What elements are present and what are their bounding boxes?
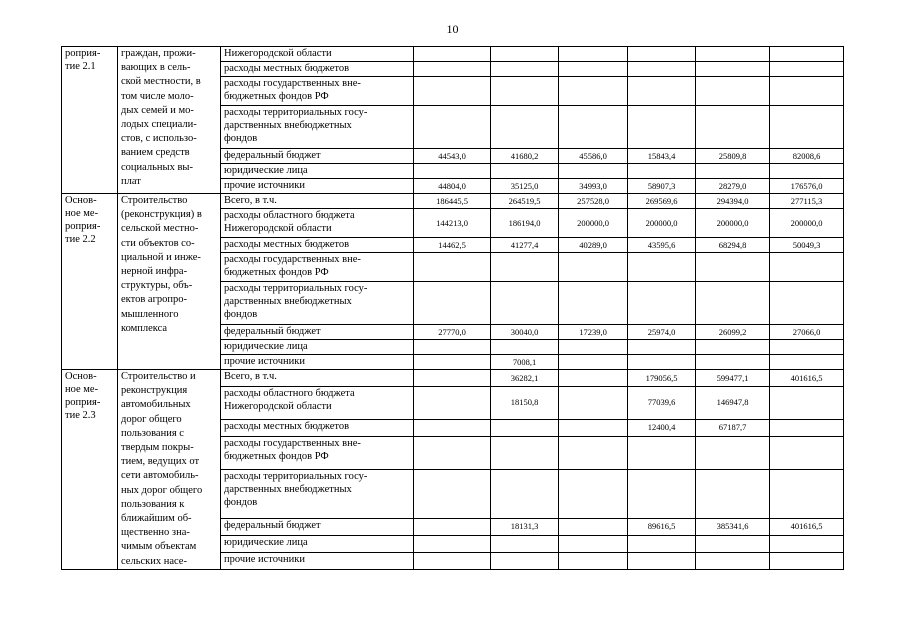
amount-value: 200000,0 bbox=[790, 217, 823, 228]
amount-cell bbox=[559, 436, 628, 469]
amount-cell bbox=[628, 164, 696, 179]
table-row bbox=[62, 194, 844, 209]
amount-cell bbox=[414, 469, 491, 518]
amount-cell bbox=[559, 47, 628, 62]
amount-cell bbox=[770, 518, 844, 535]
amount-cell bbox=[628, 47, 696, 62]
amount-cell bbox=[628, 325, 696, 340]
funding-source: расходы областного бюджета Нижегородской области bbox=[221, 209, 414, 238]
amount-cell bbox=[414, 340, 491, 355]
amount-value: 15843,4 bbox=[647, 150, 676, 161]
amount-value: 45586,0 bbox=[579, 150, 607, 161]
amount-cell bbox=[628, 340, 696, 355]
amount-cell bbox=[559, 355, 628, 370]
funding-source: расходы государственных вне- бюджетных фондов РФ bbox=[221, 253, 414, 282]
amount-cell bbox=[491, 552, 559, 569]
amount-cell bbox=[696, 149, 770, 164]
amount-value: 44543,0 bbox=[438, 150, 466, 161]
amount-cell bbox=[491, 209, 559, 238]
amount-cell bbox=[770, 552, 844, 569]
amount-cell bbox=[414, 282, 491, 325]
amount-cell bbox=[770, 419, 844, 436]
amount-value: 43595,6 bbox=[647, 239, 676, 250]
amount-cell bbox=[628, 518, 696, 535]
amount-value: 26099,2 bbox=[718, 326, 747, 337]
amount-value: 200000,0 bbox=[577, 217, 609, 228]
amount-value: 30040,0 bbox=[510, 326, 539, 337]
amount-cell bbox=[770, 209, 844, 238]
amount-value: 200000,0 bbox=[645, 217, 678, 228]
amount-value: 294394,0 bbox=[716, 195, 749, 206]
amount-value: 176576,0 bbox=[790, 180, 823, 191]
amount-cell bbox=[414, 419, 491, 436]
amount-cell bbox=[628, 106, 696, 149]
amount-cell bbox=[628, 209, 696, 238]
amount-cell bbox=[696, 164, 770, 179]
amount-cell bbox=[696, 253, 770, 282]
amount-value: 144213,0 bbox=[436, 217, 468, 228]
amount-cell bbox=[696, 238, 770, 253]
amount-cell bbox=[491, 62, 559, 77]
amount-cell bbox=[491, 179, 559, 194]
amount-cell bbox=[770, 164, 844, 179]
amount-cell bbox=[491, 355, 559, 370]
amount-cell bbox=[696, 340, 770, 355]
amount-cell bbox=[770, 355, 844, 370]
amount-cell bbox=[559, 77, 628, 106]
amount-cell bbox=[491, 238, 559, 253]
amount-value: 14462,5 bbox=[438, 239, 466, 250]
amount-cell bbox=[559, 340, 628, 355]
amount-value: 385341,6 bbox=[716, 521, 749, 532]
amount-cell bbox=[696, 325, 770, 340]
amount-value: 277115,3 bbox=[790, 195, 823, 206]
amount-cell bbox=[491, 535, 559, 552]
amount-cell bbox=[628, 238, 696, 253]
amount-cell bbox=[628, 179, 696, 194]
budget-table bbox=[61, 46, 844, 570]
amount-value: 7008,1 bbox=[512, 356, 537, 367]
funding-source: расходы территориальных госу- дарственных внебюджетных фондов bbox=[221, 106, 414, 149]
amount-cell bbox=[491, 387, 559, 420]
funding-source: юридические лица bbox=[221, 164, 414, 179]
amount-cell bbox=[414, 62, 491, 77]
amount-cell bbox=[414, 209, 491, 238]
amount-cell bbox=[770, 370, 844, 387]
amount-cell bbox=[414, 535, 491, 552]
amount-cell bbox=[491, 419, 559, 436]
amount-cell bbox=[414, 77, 491, 106]
funding-source: расходы местных бюджетов bbox=[221, 419, 414, 436]
amount-value: 179056,5 bbox=[645, 372, 678, 383]
amount-cell bbox=[414, 149, 491, 164]
amount-cell bbox=[491, 518, 559, 535]
amount-value: 28279,0 bbox=[718, 180, 747, 191]
amount-cell bbox=[628, 62, 696, 77]
amount-value: 12400,4 bbox=[647, 422, 676, 433]
amount-cell bbox=[491, 282, 559, 325]
amount-cell bbox=[559, 552, 628, 569]
amount-cell bbox=[491, 149, 559, 164]
amount-value: 67187,7 bbox=[718, 422, 747, 433]
funding-source: юридические лица bbox=[221, 535, 414, 552]
amount-cell bbox=[414, 164, 491, 179]
amount-value: 36282,1 bbox=[510, 372, 539, 383]
amount-value: 40289,0 bbox=[579, 239, 607, 250]
amount-cell bbox=[414, 370, 491, 387]
funding-source: прочие источники bbox=[221, 355, 414, 370]
amount-cell bbox=[559, 149, 628, 164]
amount-cell bbox=[696, 387, 770, 420]
funding-source: прочие источники bbox=[221, 179, 414, 194]
amount-cell bbox=[491, 340, 559, 355]
amount-cell bbox=[696, 282, 770, 325]
amount-value: 186194,0 bbox=[508, 217, 541, 228]
amount-cell bbox=[414, 436, 491, 469]
amount-cell bbox=[628, 436, 696, 469]
amount-value: 27066,0 bbox=[792, 326, 821, 337]
amount-cell bbox=[628, 253, 696, 282]
amount-cell bbox=[491, 164, 559, 179]
activity-name: Строительство и реконструкция автомобильных дорог общего пользования с твердым покры- тием, ведущих от сети автомобиль- ных дорог общего пользования к ближайшим об- щественно зна- чимым объектам сельских насе- bbox=[121, 371, 203, 567]
amount-cell bbox=[559, 518, 628, 535]
amount-cell bbox=[770, 436, 844, 469]
funding-source: Нижегородской области bbox=[221, 47, 414, 62]
amount-cell bbox=[628, 370, 696, 387]
amount-value: 82008,6 bbox=[792, 150, 821, 161]
amount-cell bbox=[770, 238, 844, 253]
amount-cell bbox=[696, 62, 770, 77]
amount-cell bbox=[770, 325, 844, 340]
amount-cell bbox=[491, 106, 559, 149]
amount-cell bbox=[770, 387, 844, 420]
amount-cell bbox=[491, 325, 559, 340]
amount-value: 200000,0 bbox=[716, 217, 749, 228]
amount-value: 34993,0 bbox=[579, 180, 607, 191]
amount-value: 401616,5 bbox=[790, 521, 823, 532]
amount-cell bbox=[770, 106, 844, 149]
amount-cell bbox=[696, 370, 770, 387]
amount-cell bbox=[696, 436, 770, 469]
amount-cell bbox=[696, 552, 770, 569]
amount-cell bbox=[696, 469, 770, 518]
funding-source: юридические лица bbox=[221, 340, 414, 355]
amount-cell bbox=[414, 325, 491, 340]
amount-cell bbox=[696, 194, 770, 209]
amount-cell bbox=[696, 419, 770, 436]
amount-cell bbox=[414, 387, 491, 420]
amount-cell bbox=[770, 194, 844, 209]
amount-value: 58907,3 bbox=[647, 180, 676, 191]
amount-cell bbox=[628, 552, 696, 569]
amount-cell bbox=[559, 370, 628, 387]
amount-cell bbox=[696, 355, 770, 370]
amount-value: 269569,6 bbox=[645, 195, 678, 206]
funding-source: прочие источники bbox=[221, 552, 414, 569]
amount-cell bbox=[628, 194, 696, 209]
amount-value: 186445,5 bbox=[436, 195, 468, 206]
amount-cell bbox=[414, 253, 491, 282]
amount-cell bbox=[491, 253, 559, 282]
amount-cell bbox=[628, 355, 696, 370]
funding-source: расходы территориальных госу- дарственных внебюджетных фондов bbox=[221, 469, 414, 518]
amount-cell bbox=[559, 209, 628, 238]
amount-cell bbox=[559, 282, 628, 325]
amount-cell bbox=[628, 149, 696, 164]
amount-cell bbox=[696, 179, 770, 194]
funding-source: федеральный бюджет bbox=[221, 149, 414, 164]
amount-value: 599477,1 bbox=[716, 372, 749, 383]
funding-source: федеральный бюджет bbox=[221, 518, 414, 535]
amount-cell bbox=[414, 238, 491, 253]
amount-value: 44804,0 bbox=[438, 180, 466, 191]
amount-cell bbox=[696, 209, 770, 238]
amount-cell bbox=[696, 518, 770, 535]
amount-cell bbox=[559, 164, 628, 179]
activity-number: роприя- тие 2.1 bbox=[65, 48, 101, 72]
amount-value: 18131,3 bbox=[510, 521, 539, 532]
amount-value: 401616,5 bbox=[790, 372, 823, 383]
table-row bbox=[62, 370, 844, 387]
activity-name: граждан, прожи- вающих в сель- ской местности, в том числе моло- дых семей и мо- лодых специали- стов, с использо- ванием средств социальных вы- плат bbox=[121, 48, 201, 187]
amount-cell bbox=[414, 47, 491, 62]
amount-value: 41680,2 bbox=[510, 150, 539, 161]
amount-value: 257528,0 bbox=[577, 195, 609, 206]
amount-cell bbox=[770, 149, 844, 164]
activity-name: Строительство (реконструкция) в сельской местно- сти объектов со- циальной и инже- нерной инфра- структуры, объ- ектов агропро- мышленного комплекса bbox=[121, 195, 202, 334]
amount-cell bbox=[414, 355, 491, 370]
funding-source: расходы территориальных госу- дарственных внебюджетных фондов bbox=[221, 282, 414, 325]
amount-cell bbox=[414, 194, 491, 209]
amount-value: 50049,3 bbox=[792, 239, 821, 250]
funding-source: Всего, в т.ч. bbox=[221, 194, 414, 209]
amount-cell bbox=[491, 469, 559, 518]
amount-value: 89616,5 bbox=[647, 521, 676, 532]
amount-cell bbox=[491, 77, 559, 106]
amount-value: 41277,4 bbox=[510, 239, 539, 250]
amount-cell bbox=[770, 535, 844, 552]
amount-cell bbox=[628, 419, 696, 436]
amount-cell bbox=[628, 77, 696, 106]
amount-cell bbox=[491, 194, 559, 209]
funding-source: расходы местных бюджетов bbox=[221, 238, 414, 253]
funding-source: Всего, в т.ч. bbox=[221, 370, 414, 387]
activity-number: Основ- ное ме- роприя- тие 2.2 bbox=[65, 195, 101, 245]
amount-cell bbox=[696, 535, 770, 552]
amount-cell bbox=[559, 194, 628, 209]
amount-cell bbox=[770, 469, 844, 518]
amount-cell bbox=[696, 47, 770, 62]
amount-value: 27770,0 bbox=[438, 326, 466, 337]
amount-cell bbox=[559, 419, 628, 436]
funding-source: расходы областного бюджета Нижегородской области bbox=[221, 387, 414, 420]
amount-cell bbox=[770, 47, 844, 62]
amount-cell bbox=[559, 238, 628, 253]
amount-cell bbox=[696, 77, 770, 106]
amount-value: 18150,8 bbox=[510, 397, 539, 408]
amount-cell bbox=[559, 62, 628, 77]
amount-value: 146947,8 bbox=[716, 397, 749, 408]
table-row bbox=[62, 47, 844, 62]
amount-cell bbox=[770, 77, 844, 106]
amount-cell bbox=[559, 535, 628, 552]
amount-cell bbox=[770, 282, 844, 325]
amount-value: 25974,0 bbox=[647, 326, 676, 337]
page-number: 10 bbox=[446, 22, 459, 36]
amount-cell bbox=[628, 387, 696, 420]
funding-source: расходы местных бюджетов bbox=[221, 62, 414, 77]
amount-cell bbox=[414, 552, 491, 569]
amount-value: 17239,0 bbox=[579, 326, 607, 337]
amount-cell bbox=[770, 62, 844, 77]
amount-value: 35125,0 bbox=[510, 180, 539, 191]
amount-cell bbox=[696, 106, 770, 149]
amount-value: 68294,8 bbox=[718, 239, 747, 250]
amount-cell bbox=[491, 436, 559, 469]
amount-cell bbox=[559, 387, 628, 420]
amount-value: 264519,5 bbox=[508, 195, 541, 206]
amount-cell bbox=[559, 179, 628, 194]
amount-cell bbox=[770, 253, 844, 282]
amount-cell bbox=[559, 325, 628, 340]
amount-cell bbox=[559, 106, 628, 149]
amount-cell bbox=[414, 518, 491, 535]
amount-cell bbox=[628, 282, 696, 325]
activity-number: Основ- ное ме- роприя- тие 2.3 bbox=[65, 371, 101, 421]
amount-value: 25809,8 bbox=[718, 150, 747, 161]
funding-source: федеральный бюджет bbox=[221, 325, 414, 340]
amount-value: 77039,6 bbox=[647, 397, 676, 408]
amount-cell bbox=[491, 47, 559, 62]
amount-cell bbox=[491, 370, 559, 387]
amount-cell bbox=[414, 179, 491, 194]
amount-cell bbox=[770, 179, 844, 194]
amount-cell bbox=[559, 469, 628, 518]
amount-cell bbox=[770, 340, 844, 355]
funding-source: расходы государственных вне- бюджетных фондов РФ bbox=[221, 436, 414, 469]
amount-cell bbox=[414, 106, 491, 149]
amount-cell bbox=[628, 469, 696, 518]
funding-source: расходы государственных вне- бюджетных фондов РФ bbox=[221, 77, 414, 106]
amount-cell bbox=[628, 535, 696, 552]
amount-cell bbox=[559, 253, 628, 282]
